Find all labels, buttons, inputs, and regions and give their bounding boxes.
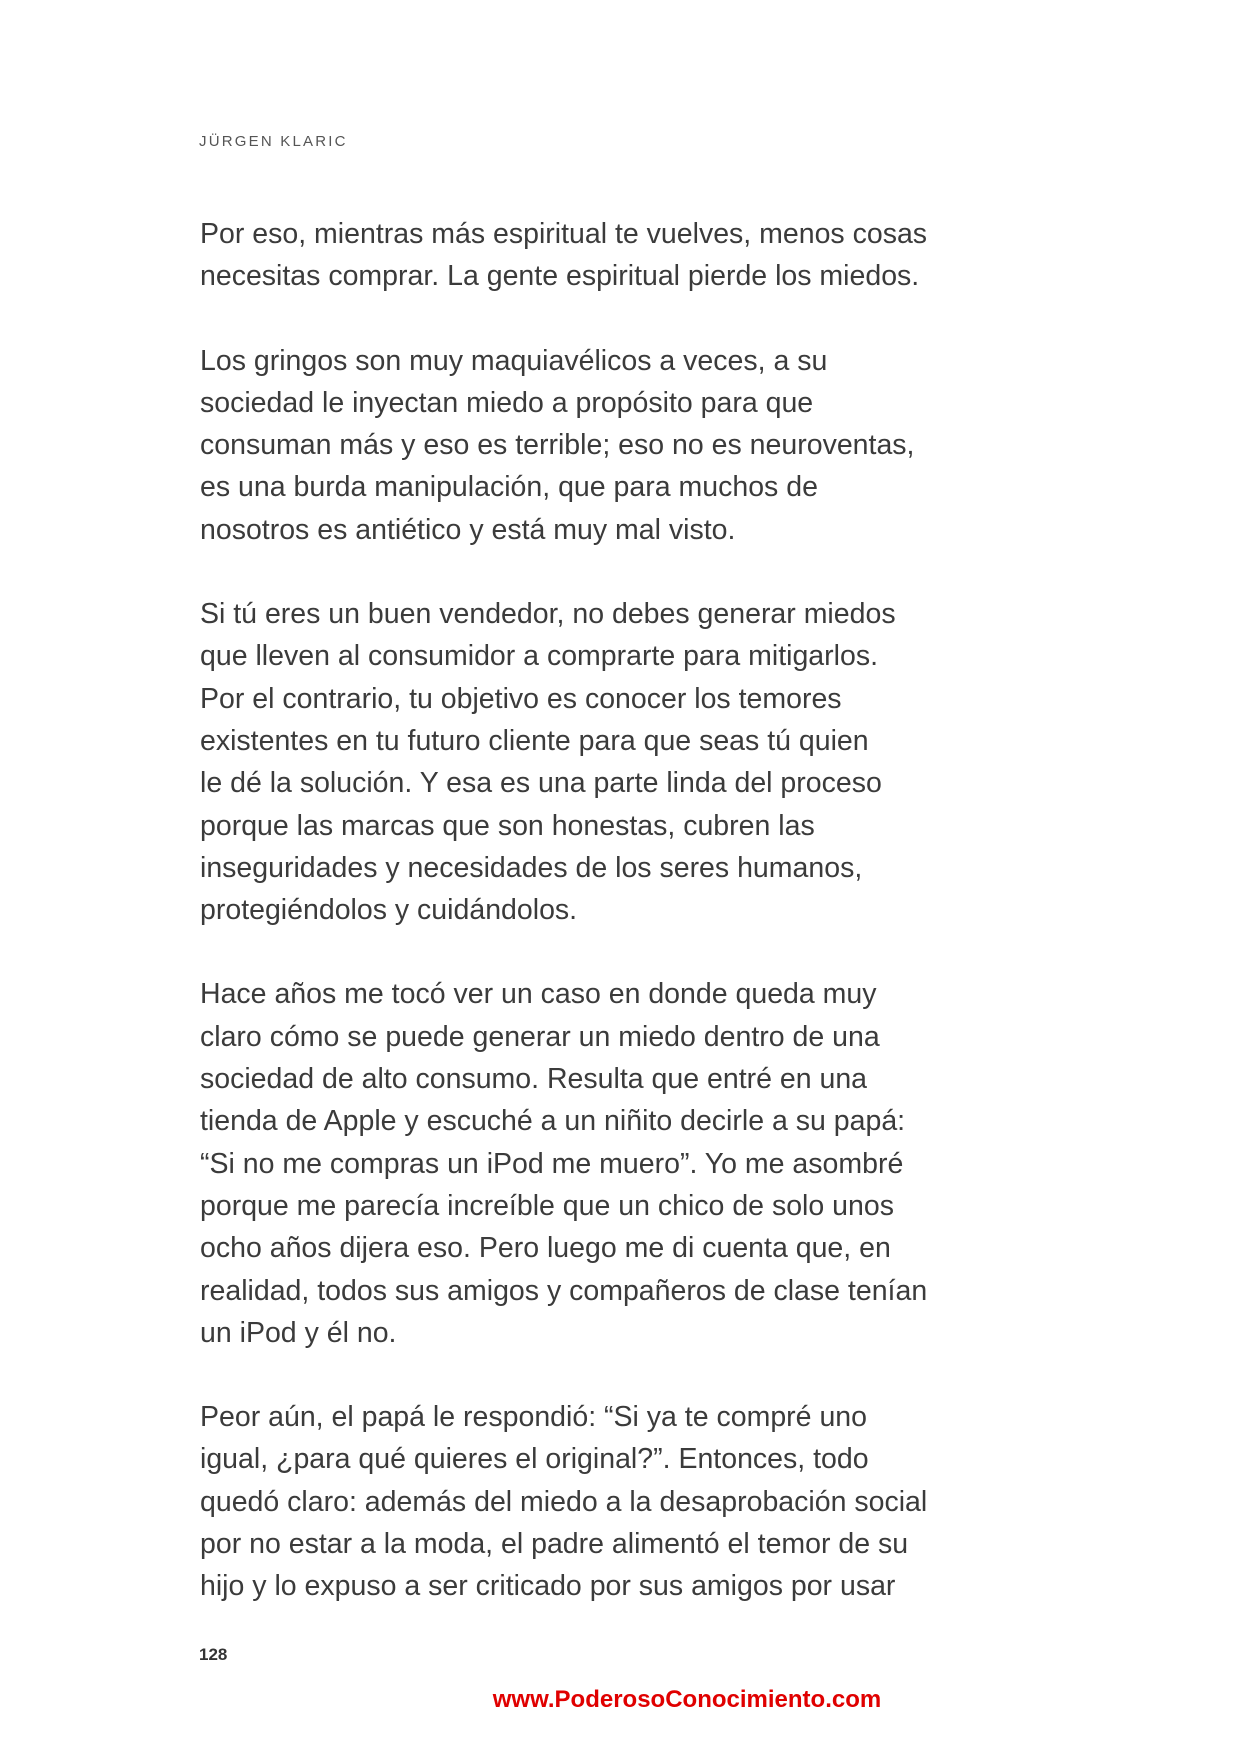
running-header: JÜRGEN KLARIC: [199, 133, 348, 150]
paragraph: [200, 593, 1020, 931]
text-line: realidad, todos sus amigos y compañeros de clase tenían: [200, 1274, 928, 1307]
text-line: Peor aún, el papá le respondió: “Si ya te compré uno: [200, 1401, 867, 1434]
text-line: Hace años me tocó ver un caso en donde queda muy: [200, 978, 877, 1011]
text-line: protegiéndolos y cuidándolos.: [200, 894, 578, 927]
paragraph: [200, 973, 1020, 1354]
text-line: sociedad le inyectan miedo a propósito para que: [200, 386, 814, 419]
text-line: Por eso, mientras más espiritual te vuelves, menos cosas: [200, 218, 928, 250]
text-line: tienda de Apple y escuché a un niñito decirle a su papá:: [200, 1105, 906, 1138]
text-line: “Si no me compras un iPod me muero”. Yo me asombré: [200, 1147, 904, 1180]
body-text: [200, 213, 1020, 1650]
paragraph: [200, 213, 1020, 298]
text-line: Por el contrario, tu objetivo es conocer los temores: [200, 682, 842, 715]
text-line: quedó claro: además del miedo a la desaprobación social: [200, 1485, 928, 1518]
text-line: necesitas comprar. La gente espiritual pierde los miedos.: [200, 260, 920, 293]
text-line: nosotros es antiético y está muy mal visto.: [200, 513, 736, 546]
text-line: inseguridades y necesidades de los seres humanos,: [200, 851, 863, 884]
watermark-url: [0, 1686, 1240, 1714]
text-line: sociedad de alto consumo. Resulta que entré en una: [200, 1063, 868, 1096]
text-line: existentes en tu futuro cliente para que seas tú quien: [200, 724, 869, 757]
text-line: que lleven al consumidor a comprarte para mitigarlos.: [200, 640, 878, 673]
watermark-url-text: www.PoderosoConocimiento.com: [492, 1686, 882, 1713]
text-line: por no estar a la moda, el padre alimentó el temor de su: [200, 1528, 909, 1561]
paragraph: [200, 1396, 1020, 1607]
text-line: le dé la solución. Y esa es una parte linda del proceso: [200, 767, 882, 800]
text-line: igual, ¿para qué quieres el original?”. Entonces, todo: [200, 1443, 869, 1476]
text-line: ocho años dijera eso. Pero luego me di cuenta que, en: [200, 1232, 891, 1265]
text-line: un iPod y él no.: [200, 1316, 397, 1349]
text-line: claro cómo se puede generar un miedo dentro de una: [200, 1020, 880, 1053]
text-line: Los gringos son muy maquiavélicos a veces, a su: [200, 344, 828, 377]
text-line: es una burda manipulación, que para muchos de: [200, 471, 818, 504]
text-line: porque las marcas que son honestas, cubren las: [200, 809, 815, 842]
text-line: hijo y lo expuso a ser criticado por sus amigos por usar: [200, 1570, 896, 1603]
paragraph: [200, 340, 1020, 551]
page-number: 128: [199, 1645, 228, 1664]
text-line: Si tú eres un buen vendedor, no debes generar miedos: [200, 598, 896, 631]
text-line: consuman más y eso es terrible; eso no es neuroventas,: [200, 429, 915, 462]
text-line: porque me parecía increíble que un chico de solo unos: [200, 1189, 894, 1222]
